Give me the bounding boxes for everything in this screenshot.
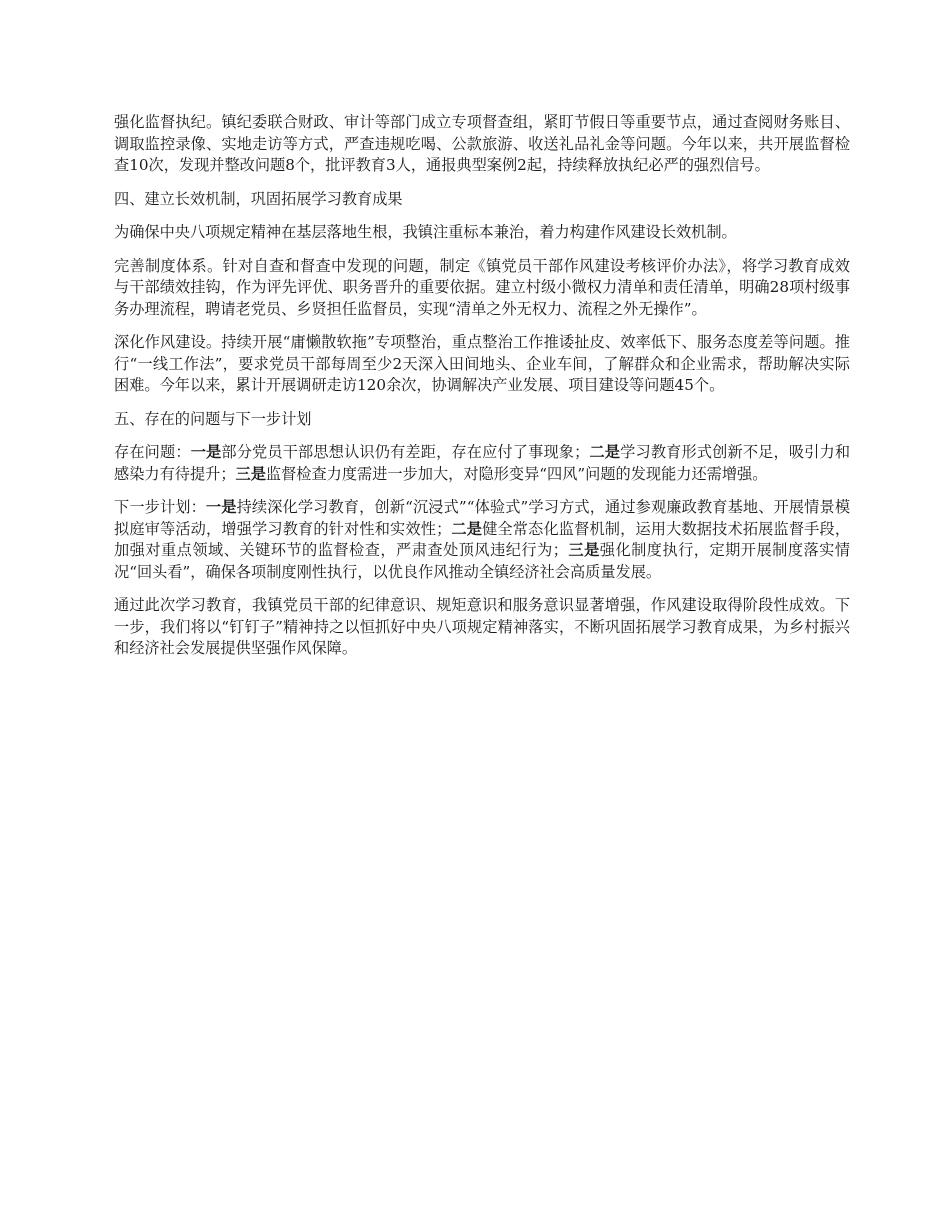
paragraph-problems	[114, 442, 850, 485]
text-segment: 健全常态化监督机制，运用大数据技术拓展监督手段，加强对重点领域、关键环节的监督检查，严肃查处顶风违纪行为；	[114, 519, 851, 559]
text-segment: 存在问题：	[114, 443, 191, 461]
bold-marker-1: 一是	[190, 443, 222, 461]
text-segment: 为确保中央八项规定精神在基层落地生根，我镇注重标本兼治，着力构建作风建设长效机制。	[114, 223, 737, 241]
bold-marker-3: 三是	[235, 464, 266, 483]
heading-text: 四、建立长效机制，巩固拓展学习教育成果	[114, 189, 403, 208]
bold-marker-1: 一是	[205, 498, 237, 516]
paragraph-supervision	[114, 112, 850, 177]
paragraph-institution	[114, 256, 850, 321]
text-segment: 学习教育形式创新不足，吸引力和感染力有待提升；	[114, 443, 851, 483]
section-heading-4	[114, 189, 850, 211]
text-segment: 通过此次学习教育，我镇党员干部的纪律意识、规矩意识和服务意识显著增强，作风建设取得阶段性成效。下一步，我们将以“钉钉子”精神持之以恒抓好中央八项规定精神落实，不断巩固拓展学习教育成果，为乡村振兴和经济社会发展提供坚强作风保障。	[114, 596, 850, 657]
heading-text: 五、存在的问题与下一步计划	[114, 409, 312, 428]
text-segment: 强化监督执纪。镇纪委联合财政、审计等部门成立专项督查组，紧盯节假日等重要节点，通过查阅财务账目、调取监控录像、实地走访等方式，严查违规吃喝、公款旅游、收送礼品礼金等问题。今年以来，共开展监督检查10次，发现并整改问题8个，批评教育3人，通报典型案例2起，持续释放执纪必严的强烈信号。	[114, 113, 850, 174]
bold-marker-2: 二是	[451, 519, 483, 538]
bold-marker-3: 三是	[567, 541, 600, 559]
paragraph-work-style	[114, 332, 850, 397]
document-body	[114, 112, 850, 672]
text-segment: 下一步计划：	[114, 498, 206, 516]
paragraph-next-plan	[114, 497, 850, 583]
bold-marker-2: 二是	[589, 443, 621, 461]
text-segment: 强化制度执行，定期开展制度落实情况“回头看”，确保各项制度刚性执行，以优良作风推动全镇经济社会高质量发展。	[114, 541, 851, 581]
paragraph-conclusion	[114, 595, 850, 660]
text-segment: 部分党员干部思想认识仍有差距，存在应付了事现象；	[221, 443, 590, 461]
text-segment: 监督检查力度需进一步加大，对隐形变异“四风”问题的发现能力还需增强。	[265, 464, 768, 483]
section-heading-5	[114, 409, 850, 431]
text-segment: 持续深化学习教育，创新“沉浸式”“体验式”学习方式，通过参观廉政教育基地、开展情景模拟庭审等活动，增强学习教育的针对性和实效性；	[114, 498, 851, 538]
text-segment: 深化作风建设。持续开展“庸懒散软拖”专项整治，重点整治工作推诿扯皮、效率低下、服务态度差等问题。推行“一线工作法”，要求党员干部每周至少2天深入田间地头、企业车间，了解群众和企业需求，帮助解决实际困难。今年以来，累计开展调研走访120余次，协调解决产业发展、项目建设等问题45个。	[114, 333, 850, 394]
text-segment: 完善制度体系。针对自查和督查中发现的问题，制定《镇党员干部作风建设考核评价办法》，将学习教育成效与干部绩效挂钩，作为评先评优、职务晋升的重要依据。建立村级小微权力清单和责任清单，明确28项村级事务办理流程，聘请老党员、乡贤担任监督员，实现“清单之外无权力、流程之外无操作”。	[114, 256, 850, 318]
paragraph-intro-mechanism	[114, 222, 850, 244]
